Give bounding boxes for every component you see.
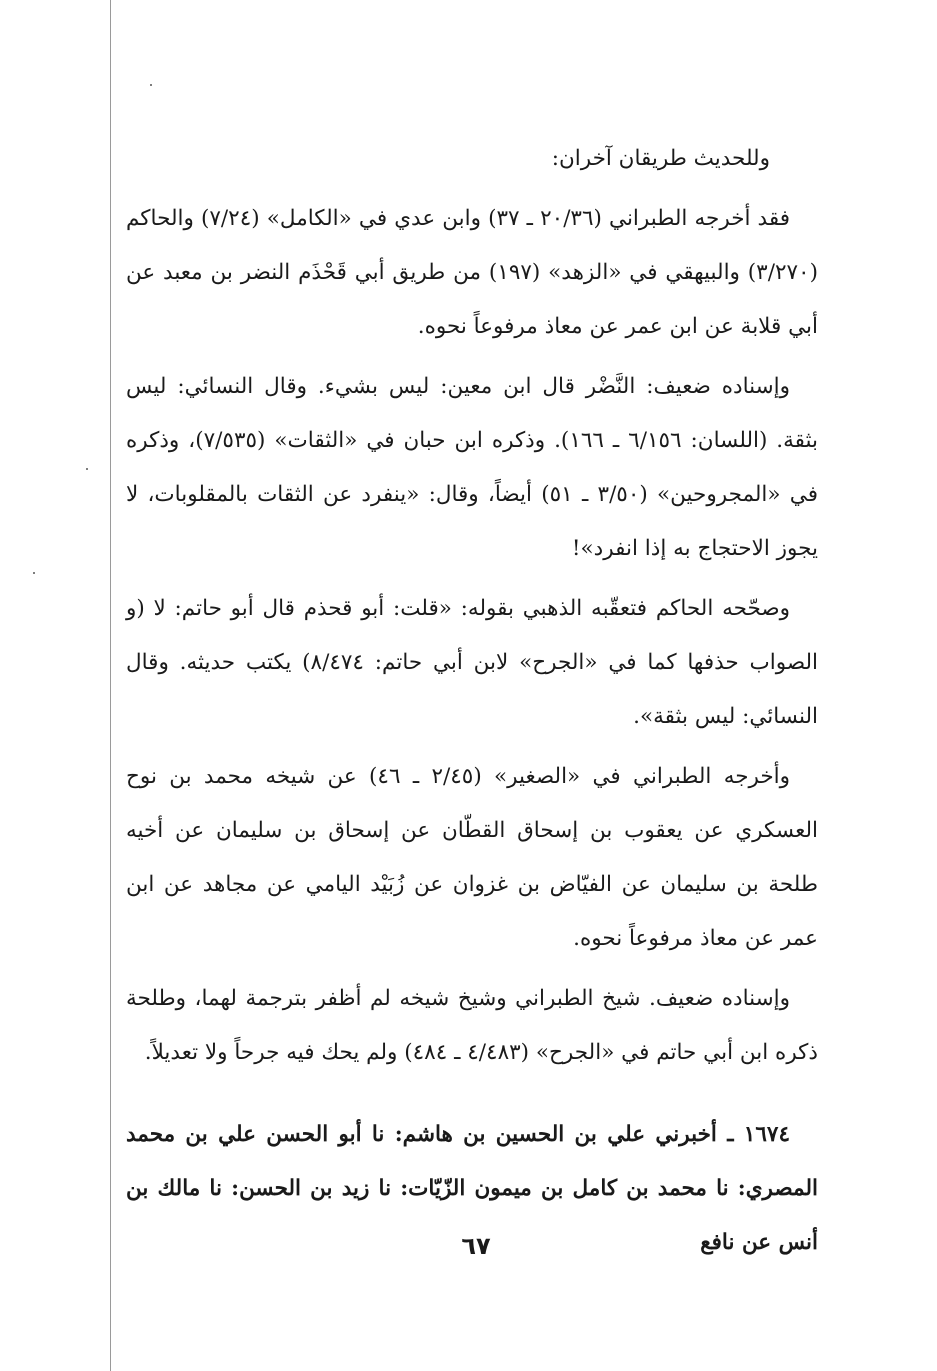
paragraph-second-route-grading: وإسناده ضعيف. شيخ الطبراني وشيخ شيخه لم أظفر بترجمة لهما، وطلحة ذكره ابن أبي حاتم في «الجرح» (٤/٤٨٣ ـ ٤٨٤) ولم يحك فيه جرحاً ولا تعديلاً. bbox=[126, 986, 818, 1065]
scan-speck bbox=[150, 84, 152, 86]
page-number: ٦٧ bbox=[461, 1232, 491, 1260]
paragraph-second-route: وأخرجه الطبراني في «الصغير» (٢/٤٥ ـ ٤٦) عن شيخه محمد بن نوح العسكري عن يعقوب بن إسحاق القطّان عن إسحاق بن سليمان عن أخيه طلحة بن سليمان عن الفيّاض بن غزوان عن زُبَيْد اليامي عن مجاهد عن ابن عمر عن معاذ مرفوعاً نحوه. bbox=[126, 764, 818, 951]
scan-speck bbox=[33, 572, 35, 574]
hadith-1674-chain: ١٦٧٤ ـ أخبرني علي بن الحسين بن هاشم: نا أبو الحسن علي بن محمد المصري: نا محمد بن كامل بن ميمون الزّيّات: نا زيد بن الحسن: نا مالك بن أنس عن نافع bbox=[126, 1122, 818, 1255]
paragraph-hakim-dhahabi: وصحّحه الحاكم فتعقّبه الذهبي بقوله: «قلت: أبو قحذم قال أبو حاتم: لا (و الصواب حذفها كما في «الجرح» لابن أبي حاتم: ٨/٤٧٤) يكتب حديثه. وقال النسائي: ليس بثقة». bbox=[126, 596, 818, 729]
scan-speck bbox=[86, 468, 88, 470]
paragraph-first-route-grading: وإسناده ضعيف: النَّضْر قال ابن معين: ليس بشيء. وقال النسائي: ليس بثقة. (اللسان: ٦/١٥٦ ـ ١٦٦). وذكره ابن حبان في «الثقات» (٧/٥٣٥)، وذكره في «المجروحين» (٣/٥٠ ـ ٥١) أيضاً، وقال: «ينفرد عن الثقات بالمقلوبات، لا يجوز الاحتجاج به إذا انفرد»! bbox=[126, 374, 819, 561]
paragraph-first-route: فقد أخرجه الطبراني (٢٠/٣٦ ـ ٣٧) وابن عدي في «الكامل» (٧/٢٤) والحاكم (٣/٢٧٠) والبيهقي في «الزهد» (١٩٧) من طريق أبي قَحْذَم النضر بن معبد عن أبي قلابة عن ابن عمر عن معاذ مرفوعاً نحوه. bbox=[126, 206, 818, 339]
paragraph-intro: وللحديث طريقان آخران: bbox=[551, 146, 770, 171]
page-margin-line bbox=[110, 0, 111, 1371]
body-text bbox=[126, 132, 818, 1270]
